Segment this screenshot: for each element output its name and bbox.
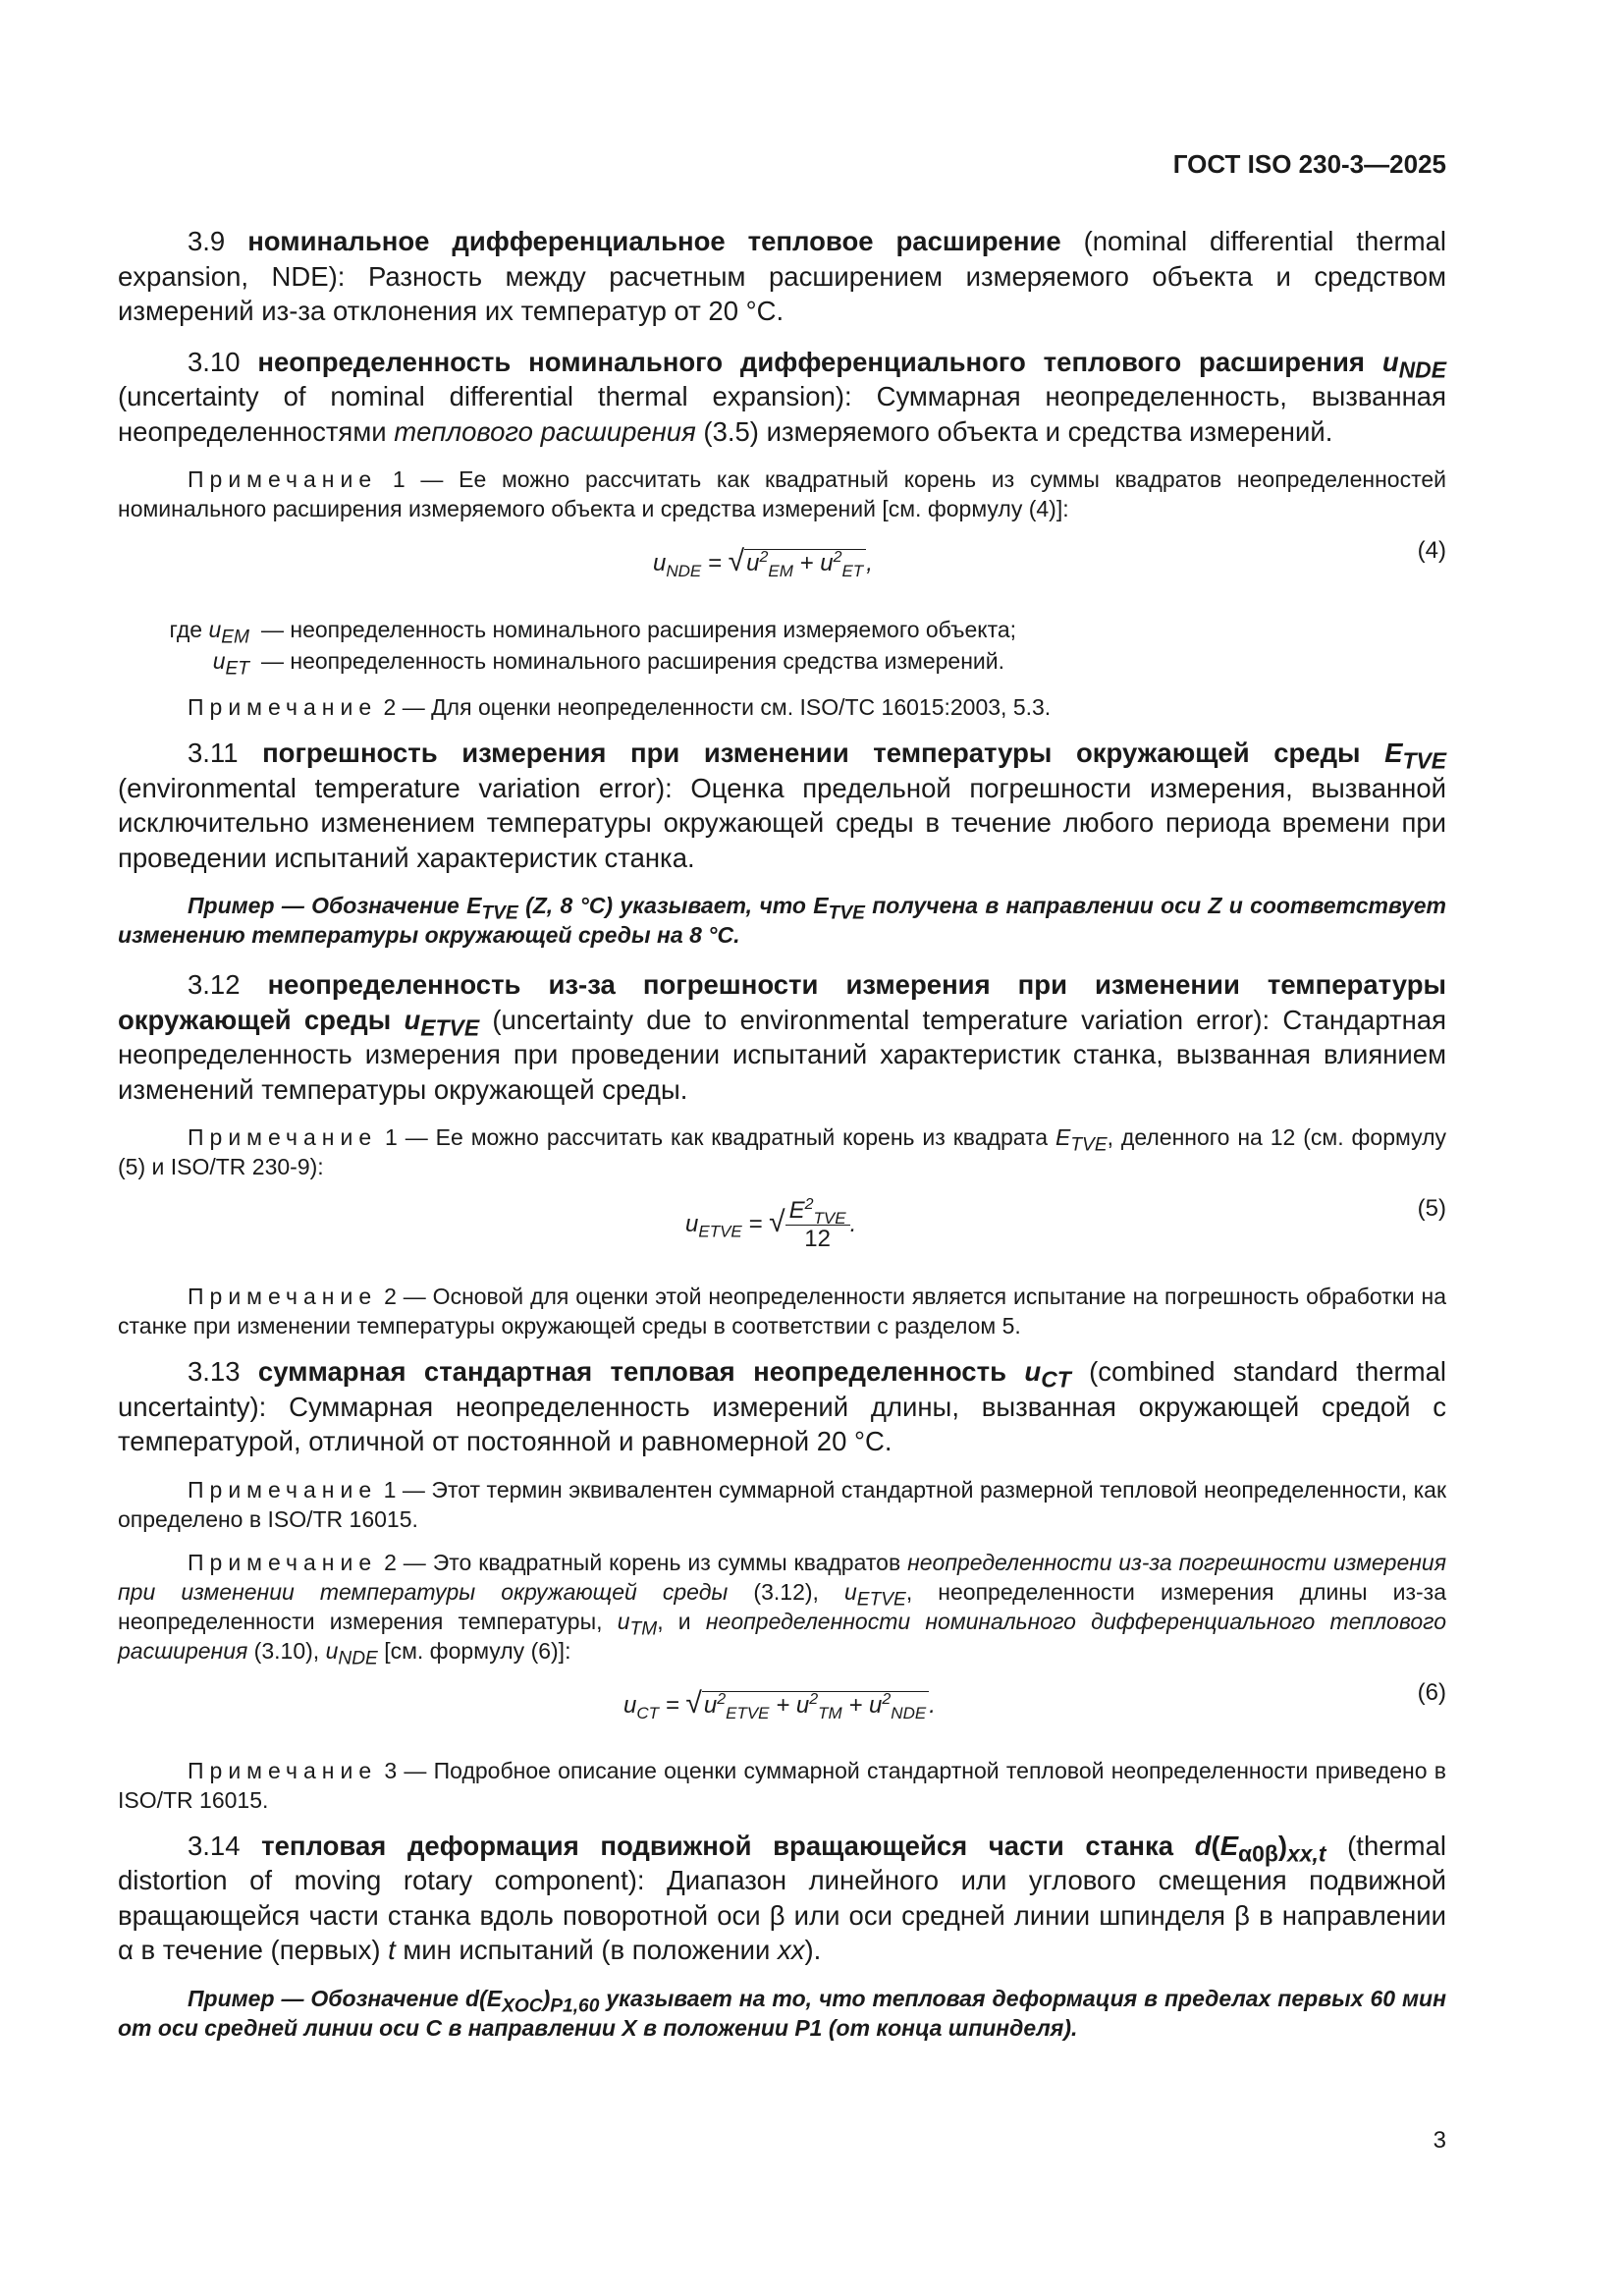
formula-5 (118, 1195, 1446, 1268)
clause-3-10 (118, 345, 1446, 450)
note-text: 3 — Подробное описание оценки суммарной стандартной тепловой неопределенности приведено в ISO/TR 16015. (118, 1757, 1447, 1813)
formula-expression: $u_{ETVE}$ = √ $\frac{E^2_{TVE}}{12}$ . (685, 1196, 857, 1252)
term: суммарная стандартная тепловая неопределенность (257, 1356, 1006, 1387)
term-symbol: u (404, 1004, 421, 1035)
note-label: Примечание (188, 1757, 378, 1783)
formula-number: (5) (1417, 1195, 1446, 1222)
term-english: (combined standard thermal uncertainty): (118, 1356, 1447, 1422)
clause-3-13 (118, 1354, 1446, 1459)
definition-italic: теплового расширения (394, 415, 696, 447)
clause-number: 3.11 (188, 738, 239, 768)
formula-expression: $u_{NDE} = √u^2_{EM} + u^2_{ET}$ , (653, 545, 873, 580)
clause-3-12 (118, 967, 1446, 1107)
note-text: 1 — Этот термин эквивалентен суммарной стандартной размерной тепловой неопределенности, как определено в ISO/TR 16015. (118, 1476, 1447, 1532)
document-body (118, 224, 1446, 2060)
note-3-12-2 (118, 1282, 1446, 1340)
note-3-13-1 (118, 1475, 1446, 1534)
term: неопределенность номинального дифференциального теплового расширения (257, 346, 1365, 377)
term: погрешность измерения при изменении температуры окружающей среды (262, 738, 1361, 768)
example-3-11: Пример — Обозначение $E_{TVE}$ (Z, 8 °C) указывает, что $E_{TVE}$ получена в направлении оси Z и соответствует изменению температуры окружающей среды на 8 °C. (118, 893, 1446, 948)
term: номинальное дифференциальное тепловое расширение (247, 226, 1061, 256)
formula-number: (4) (1417, 537, 1446, 564)
definition: Суммарная неопределенность измерений длины, вызванная окружающей средой с температурой, отличной от постоянной и равномерной 20 °С. (118, 1391, 1447, 1456)
definition: Суммарная неопределенность, вызванная неопределенностями (118, 381, 1446, 447)
note-label: Примечание (188, 1124, 378, 1150)
note-label: Примечание (188, 1549, 378, 1575)
note-text: 1 — Ее можно рассчитать как квадратный корень из суммы квадратов неопределенностей номинального расширения измеряемого объекта и средства измерений [см. формулу (4)]: (118, 466, 1446, 521)
definition: Оценка предельной погрешности измерения, вызванной исключительно изменением температуры окружающей среды в течение любого периода времени при проведении испытаний характеристик станка. (118, 772, 1447, 873)
note-label: Примечание (188, 1476, 378, 1503)
term-symbol: E (1384, 738, 1403, 768)
definition: (3.5) измеряемого объекта и средства измерений. (703, 415, 1333, 447)
note-label: Примечание (188, 466, 378, 492)
term-english: (uncertainty due to environmental temperature variation error): (492, 1004, 1271, 1035)
where-row: где $u_{EM}$ — неопределенность номинального расширения измеряемого объекта; (118, 614, 1446, 645)
clause-number: 3.13 (188, 1356, 241, 1387)
term-english: (thermal distortion of moving rotary component): (118, 1830, 1446, 1895)
formula-6 (118, 1679, 1446, 1742)
note-text: 2 — Основой для оценки этой неопределенности является испытание на погрешность обработки на станке при изменении температуры окружающей среды в соответствии с разделом 5. (118, 1284, 1447, 1339)
note-label: Примечание (188, 694, 378, 720)
term-english: (uncertainty of nominal differential thermal expansion): (118, 381, 852, 411)
page-number: 3 (1433, 2127, 1446, 2154)
term-symbol-sub: TVE (1402, 747, 1447, 774)
clause-number: 3.9 (188, 226, 226, 256)
term-english: (nominal differential thermal expansion, NDE): (118, 226, 1447, 292)
note-3-10-1 (118, 465, 1446, 523)
term-symbol-sub: CT (1041, 1366, 1071, 1393)
note-label: Примечание (188, 1284, 378, 1309)
clause-3-9 (118, 224, 1446, 329)
definition: Разность между расчетным расширением измеряемого объекта и средством измерений из-за отклонения их температур от 20 °С. (118, 260, 1446, 326)
term: тепловая деформация подвижной вращающейся части станка (261, 1830, 1174, 1861)
term-symbol: u (1024, 1356, 1042, 1387)
term-english: (environmental temperature variation error): (118, 772, 673, 803)
example-3-14: Пример — Обозначение $d(E_{XOC})_{P1,60}$ указывает на то, что тепловая деформация в пределах первых 60 мин от оси средней линии оси C в направлении X в положении P1 (от конца шпинделя). (118, 1985, 1446, 2041)
where-text: — неопределенность номинального расширения средства измерений. (261, 648, 1004, 674)
definition: Стандартная неопределенность измерения при проведении испытаний характеристик станка, вызванная влиянием изменений температуры окружающей среды. (118, 1004, 1446, 1105)
formula-4 (118, 537, 1446, 600)
document-header: ГОСТ ISO 230-3—2025 (1172, 149, 1446, 179)
where-word: где (169, 617, 203, 642)
term-symbol: u (1381, 346, 1399, 377)
where-text: — неопределенность номинального расширения измеряемого объекта; (261, 617, 1017, 642)
term: неопределенность из-за погрешности измерения при изменении температуры окружающей среды (118, 969, 1446, 1035)
clause-number: 3.14 (188, 1830, 241, 1861)
note-3-12-1: Примечание 1 — Ее можно рассчитать как квадратный корень из квадрата $E_{TVE}$, деленного на 12 (см. формулу (5) и ISO/TR 230-9): (118, 1124, 1446, 1179)
clause-number: 3.10 (188, 346, 241, 377)
note-text: 2 — Для оценки неопределенности см. ISO/TC 16015:2003, 5.3. (383, 694, 1052, 720)
formula-expression: $u_{CT} = √u^2_{ETVE} + u^2_{TM} + u^2_{NDE}$ . (623, 1686, 936, 1722)
note-3-13-2: Примечание 2 — Это квадратный корень из суммы квадратов неопределенности из-за погрешности измерения при изменении температуры окружающей среды (3.12), $u_{ETVE}$, неопределенности измерения длины из-за неопределенности измерения температуры, $u_{TM}$, и неопределенности номинального дифференциального теплового расширения (3.10), $u_{NDE}$ [см. формулу (6)]: (118, 1549, 1447, 1669)
clause-3-14: 3.14 тепловая деформация подвижной вращающейся части станка $d(E_{\alpha 0\beta})_{xx,t}$ (thermal distortion of moving rotary component): Диапазон линейного или углового смещения подвижной вращающейся части станка вдоль поворотной оси β или оси средней линии шпинделя β в направлении α в течение (первых) t мин испытаний (в положении xx). (118, 1830, 1447, 1965)
term-symbol-sub: NDE (1398, 356, 1446, 382)
term-symbol-sub: ETVE (420, 1014, 480, 1040)
where-row: $u_{ET}$ — неопределенность номинального расширения средства измерений. (118, 645, 1446, 677)
formula-number: (6) (1417, 1678, 1446, 1706)
note-3-10-2 (118, 692, 1446, 722)
clause-number: 3.12 (188, 969, 241, 1000)
clause-3-11 (118, 736, 1446, 875)
where-list (118, 614, 1446, 680)
note-3-13-3 (118, 1756, 1446, 1815)
